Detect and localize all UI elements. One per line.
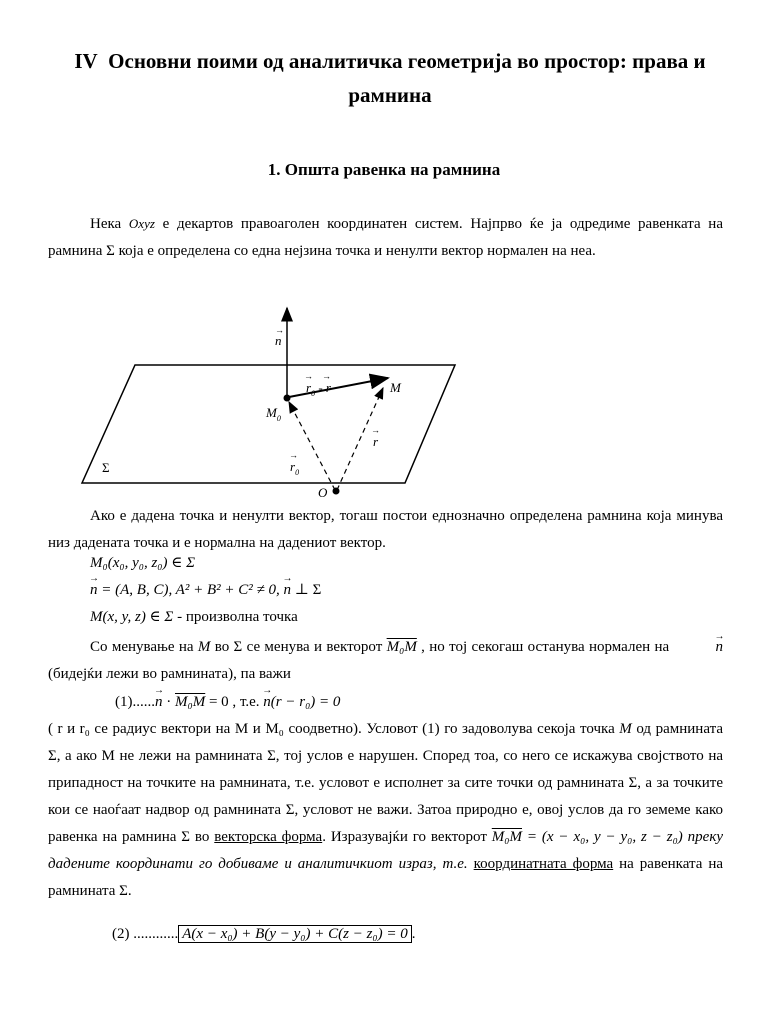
main-paragraph: ( r и r₀ се радиус вектори на M и M₀ соодветно). Условот (1) го задоволува секоја точка M од рамнината Σ, а ако M не лежи на рамнината Σ, тој услов е нарушен. Според тоа, со него се искажува својството на припадност на точките на рамнината, т.е. условот е исполнет за сите точки од рамнината Σ, а за точките кои се наоѓаат надвор од рамнината Σ, условот не важи. Затоа природно е, овој услов да го земеме како равенка на рамнина Σ во векторска форма. Изразувајќи го векторот M₀M = (x − x₀, y − y₀, z − z₀) преку дадените координати го добиваме и аналитичкиот израз, т.е. координатната форма на равенката на рамнината Σ. bbox=[48, 721, 724, 899]
vector-paragraph: Со менување на M во Σ се менува и векторот M₀M , но тој секогаш останува нормален на → n (бидејќи лежи во рамнината), па важи bbox=[48, 634, 723, 688]
label-r: r bbox=[373, 434, 379, 449]
label-m0: $M_0$ bbox=[266, 405, 281, 423]
vector-form-term: векторска форма bbox=[214, 829, 323, 845]
plane-equation-box: A(x − x₀) + B(y − y₀) + C(z − z₀) = 0 bbox=[178, 925, 411, 943]
label-r0r: $r_0$ - r bbox=[306, 380, 331, 398]
svg-text:→: → bbox=[275, 325, 284, 335]
label-r0: $r_0$ bbox=[290, 459, 300, 477]
label-n: n bbox=[275, 333, 282, 348]
condition-normal: → n = (A, B, C), A² + B² + C² ≠ 0, → n ⊥ Σ bbox=[90, 578, 321, 602]
intro-text-1: Нека bbox=[90, 216, 129, 232]
equation-2: (2) ............ A(x − x₀) + B(y − y₀) + C(z − z₀) = 0 . bbox=[112, 926, 416, 942]
intro-text-3: која е определена со една нејзина точка и ненулти вектор нормален на неа. bbox=[114, 243, 596, 259]
label-o: O bbox=[318, 485, 328, 500]
intro-paragraph bbox=[48, 210, 723, 265]
equation-1: (1)......→ n · M₀M = 0 , т.е. → n(r − r₀) = 0 bbox=[115, 690, 340, 714]
coordinate-form-term: координатната форма bbox=[473, 856, 614, 872]
definition-paragraph: Ако е дадена точка и ненулти вектор, тогаш постои еднозначно определена рамнина која минува низ дадената точка и е нормална на дадениот вектор. bbox=[48, 508, 723, 551]
point-o bbox=[333, 488, 340, 495]
chapter-numeral: IV bbox=[74, 49, 98, 73]
chapter-title-text: Основни поими од аналитичка геометрија во простор: права и рамнина bbox=[108, 49, 706, 107]
svg-text:→: → bbox=[289, 450, 298, 460]
label-m: M bbox=[390, 380, 401, 395]
intro-text-2: е декартов правоаголен координатен систем. Најпрво ќе ја одредиме равенката на рамнина bbox=[48, 216, 723, 259]
point-m0 bbox=[284, 395, 291, 402]
label-sigma: Σ bbox=[102, 460, 110, 475]
section-title: 1. Општа равенка на рамнина bbox=[267, 160, 501, 179]
condition-arbitrary: M(x, y, z) ∈ Σ - произволна точка bbox=[90, 609, 298, 625]
condition-point: M₀(x₀, y₀, z₀) ∈ Σ bbox=[90, 555, 196, 571]
svg-text:→: → bbox=[304, 371, 313, 381]
oxyz-symbol: Oxyz bbox=[128, 216, 155, 231]
svg-text:→: → bbox=[371, 425, 380, 435]
svg-text:→: → bbox=[322, 371, 331, 381]
sigma-symbol: Σ bbox=[106, 243, 115, 259]
plane-figure bbox=[60, 290, 480, 510]
chapter-title bbox=[40, 44, 740, 112]
